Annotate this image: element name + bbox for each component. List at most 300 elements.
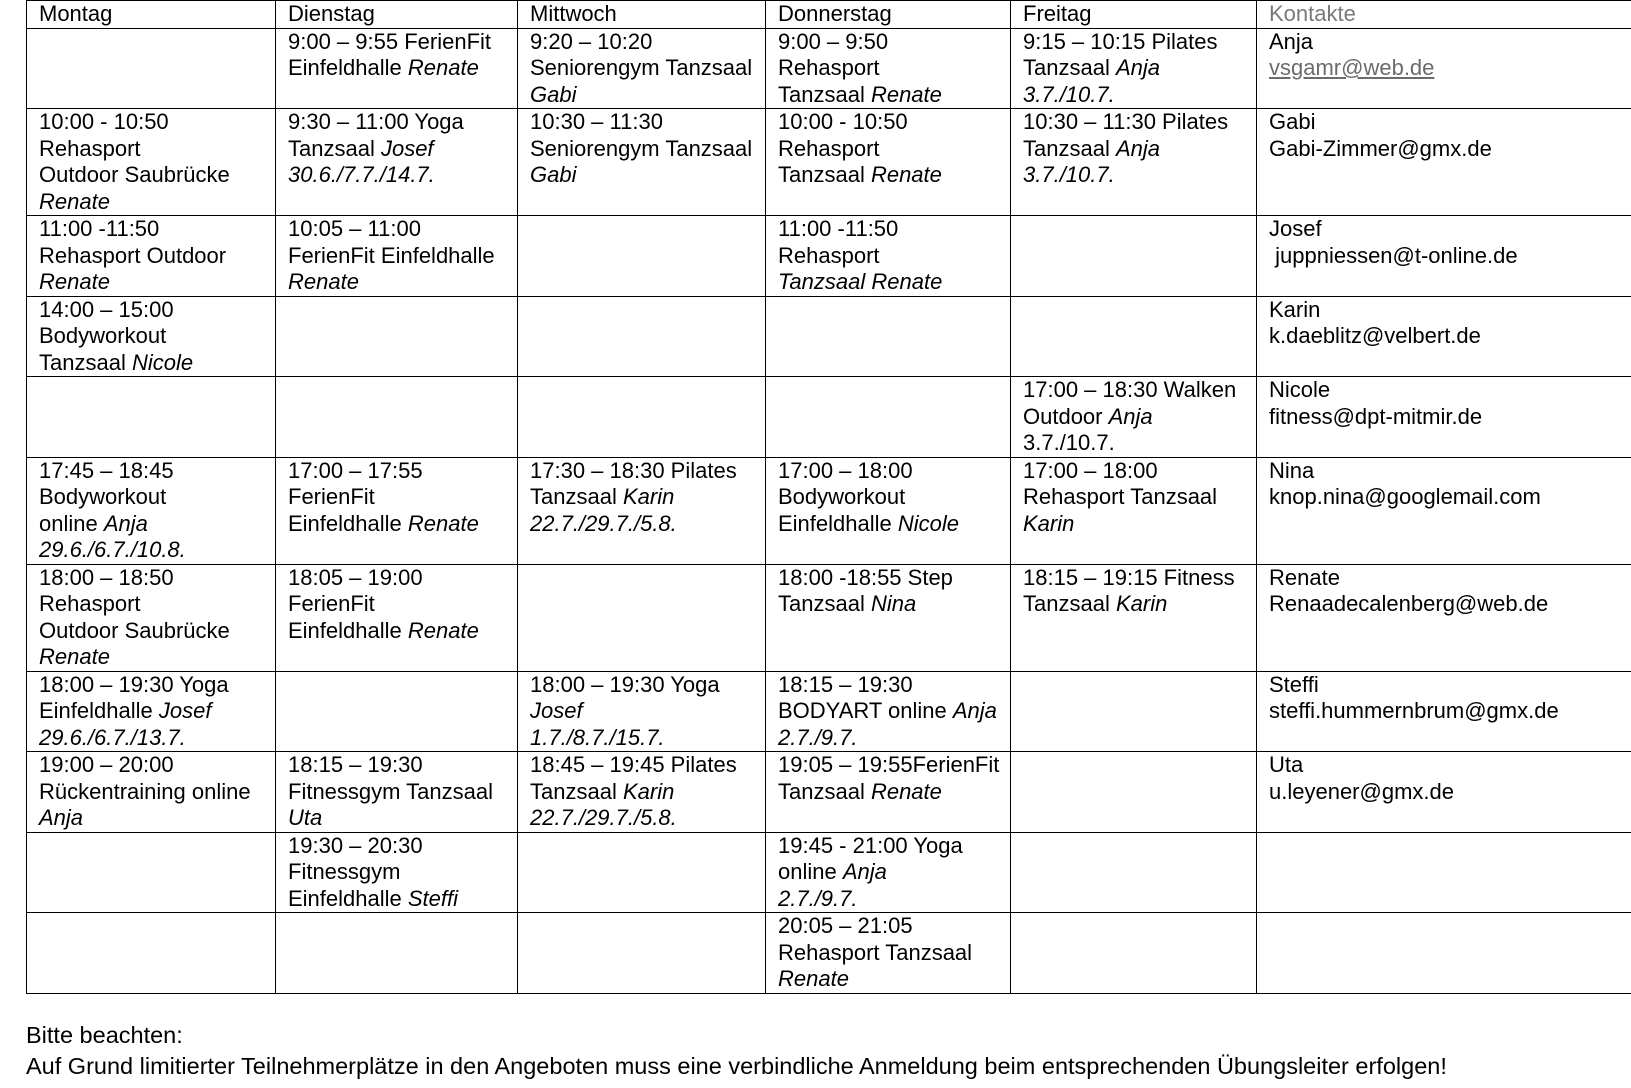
course-line: [778, 484, 1004, 511]
course-cell-thursday: [766, 671, 1011, 752]
course-italic-text: Gabi: [530, 81, 577, 107]
empty-cell-thursday: [766, 296, 1011, 377]
contact-name: Gabi: [1269, 109, 1316, 134]
course-text: 9:30 – 11:00 Yoga: [288, 109, 464, 134]
course-line: [530, 511, 759, 538]
course-text: 9:00 – 9:55 FerienFit: [288, 28, 492, 54]
course-italic-text: Renate: [39, 269, 110, 294]
course-text: Tanzsaal: [778, 591, 871, 616]
course-line: [1023, 55, 1250, 82]
course-cell-tuesday: [276, 832, 518, 913]
course-text: Tanzsaal: [778, 162, 871, 187]
table-row: [27, 457, 1631, 564]
notice: [26, 1020, 1447, 1082]
contact-name: Anja: [1269, 28, 1314, 54]
course-line: [288, 886, 511, 913]
course-italic-text: Renate: [288, 269, 359, 294]
course-text: online: [778, 859, 843, 884]
course-line: [778, 29, 1004, 56]
course-line: [288, 779, 511, 806]
empty-cell-wednesday: [518, 913, 766, 994]
course-italic-text: 3.7./10.7.: [1023, 81, 1115, 107]
course-line: [530, 29, 759, 56]
course-text: 18:45 – 19:45 Pilates: [530, 752, 737, 777]
course-line: [778, 833, 1004, 860]
contact-cell: [1257, 296, 1631, 377]
table-row: [27, 377, 1631, 458]
course-line: [778, 162, 1004, 189]
contact-name: Nicole: [1269, 377, 1331, 402]
course-text: Rehasport Outdoor: [39, 242, 227, 268]
course-line: [288, 29, 511, 56]
course-italic-text: Anja: [103, 510, 148, 536]
course-cell-thursday: [766, 752, 1011, 833]
course-line: [288, 833, 511, 860]
course-text: Tanzsaal: [1023, 55, 1116, 80]
course-cell-friday: [1011, 377, 1257, 458]
course-text: Rehasport Tanzsaal: [778, 939, 973, 965]
course-text: 9:20 – 10:20: [530, 28, 653, 54]
course-text: 18:15 – 19:30: [288, 752, 423, 777]
day-header-monday: Montag: [27, 1, 276, 29]
course-line: [288, 565, 511, 592]
course-line: [778, 886, 1004, 913]
course-line: [778, 859, 1004, 886]
course-line: [530, 55, 759, 82]
course-italic-text: 22.7./29.7./5.8.: [530, 510, 677, 536]
course-text: 18:00 -18:55 Step: [778, 564, 953, 590]
day-header-tuesday: Dienstag: [276, 1, 518, 29]
course-text: Tanzsaal: [1023, 135, 1116, 161]
course-line: [288, 269, 511, 296]
course-text: Bodyworkout: [39, 323, 167, 348]
course-line: [530, 805, 759, 832]
contact-email: knop.nina@googlemail.com: [1269, 484, 1541, 509]
notice-text: Auf Grund limitierter Teilnehmerplätze in den Angeboten muss eine verbindliche Anmeldung beim entsprechenden Übungsleiter erfolgen!: [26, 1053, 1447, 1079]
course-line: [530, 698, 759, 725]
course-italic-text: 1.7./8.7./15.7.: [530, 724, 665, 750]
course-text: 10:30 – 11:30 Pilates: [1023, 109, 1229, 134]
course-text: 19:00 – 20:00: [39, 752, 174, 777]
course-text: Outdoor: [1023, 403, 1109, 429]
contact-email: k.daeblitz@velbert.de: [1269, 323, 1481, 348]
course-line: [1023, 565, 1250, 592]
course-line: [1023, 136, 1250, 163]
course-text: 17:00 – 18:00: [1023, 457, 1158, 483]
course-text: 18:00 – 19:30 Yoga: [530, 671, 720, 697]
course-text: 9:15 – 10:15 Pilates: [1023, 28, 1218, 54]
contact-email-link[interactable]: vsgamr@web.de: [1269, 55, 1435, 80]
day-header-thursday: Donnerstag: [766, 1, 1011, 29]
course-line: [778, 82, 1004, 109]
course-line: [530, 779, 759, 806]
course-italic-text: Nicole: [897, 510, 960, 536]
course-text: Seniorengym Tanzsaal: [530, 135, 753, 161]
course-text: Tanzsaal: [530, 778, 623, 804]
course-line: [288, 136, 511, 163]
empty-cell-tuesday: [276, 296, 518, 377]
course-cell-thursday: [766, 832, 1011, 913]
contact-cell: [1257, 109, 1631, 216]
course-text: 17:00 – 17:55: [288, 457, 423, 483]
empty-cell-tuesday: [276, 377, 518, 458]
course-line: [778, 725, 1004, 752]
empty-cell-thursday: [766, 377, 1011, 458]
table-row: [27, 28, 1631, 109]
course-text: 10:05 – 11:00: [288, 216, 421, 241]
table-row: [27, 564, 1631, 671]
table-row: [27, 296, 1631, 377]
course-line: [39, 618, 269, 645]
course-text: 10:00 - 10:50: [778, 109, 908, 134]
course-text: 19:05 – 19:55FerienFit: [778, 752, 1000, 777]
course-text: Einfeldhalle: [39, 698, 159, 723]
contact-name: Steffi: [1269, 671, 1319, 697]
course-line: [39, 269, 269, 296]
course-text: Bodyworkout: [39, 484, 167, 509]
course-text: 18:00 – 18:50: [39, 564, 174, 590]
course-line: [530, 484, 759, 511]
course-cell-tuesday: [276, 109, 518, 216]
course-line: [39, 779, 269, 806]
empty-cell-wednesday: [518, 216, 766, 297]
course-cell-friday: [1011, 457, 1257, 564]
course-line: [778, 269, 1004, 296]
empty-cell-monday: [27, 28, 276, 109]
course-line: [39, 565, 269, 592]
course-cell-tuesday: [276, 564, 518, 671]
course-cell-wednesday: [518, 671, 766, 752]
course-line: [778, 913, 1004, 940]
course-line: [39, 162, 269, 189]
course-line: [778, 216, 1004, 243]
course-text: Bodyworkout: [778, 484, 906, 509]
course-line: [39, 511, 269, 538]
course-italic-text: 2.7./9.7.: [778, 885, 858, 911]
empty-cell-friday: [1011, 913, 1257, 994]
course-italic-text: Anja: [39, 805, 84, 830]
schedule-body: [27, 28, 1631, 993]
course-italic-text: Renate: [407, 617, 479, 643]
course-text: Fitnessgym: [288, 859, 401, 884]
contact-name: Josef: [1269, 216, 1322, 241]
course-cell-friday: [1011, 28, 1257, 109]
empty-cell-monday: [27, 832, 276, 913]
course-line: [778, 940, 1004, 967]
course-text: 17:00 – 18:30 Walken: [1023, 377, 1237, 402]
course-text: 18:15 – 19:15 Fitness: [1023, 564, 1235, 590]
course-italic-text: Karin: [1115, 591, 1168, 616]
course-line: [39, 672, 269, 699]
contact-email: u.leyener@gmx.de: [1269, 778, 1454, 804]
course-line: [778, 458, 1004, 485]
course-line: [530, 752, 759, 779]
course-text: 20:05 – 21:05: [778, 913, 913, 938]
course-line: [778, 672, 1004, 699]
course-text: 17:30 – 18:30 Pilates: [530, 457, 737, 483]
course-cell-monday: [27, 752, 276, 833]
course-text: 11:00 -11:50: [778, 216, 899, 241]
course-text: Einfeldhalle: [288, 55, 408, 80]
course-text: 18:05 – 19:00: [288, 564, 423, 590]
contact-email: juppniessen@t-online.de: [1269, 242, 1518, 268]
empty-cell-monday: [27, 913, 276, 994]
course-line: [288, 243, 511, 270]
course-line: [39, 644, 269, 671]
course-text: Tanzsaal: [288, 135, 381, 161]
course-italic-text: Josef: [158, 698, 212, 723]
course-line: [778, 966, 1004, 993]
course-text: FerienFit: [288, 484, 375, 509]
course-line: [288, 216, 511, 243]
course-text: Rehasport: [39, 135, 141, 161]
course-text: 17:00 – 18:00: [778, 457, 913, 483]
course-line: [39, 725, 269, 752]
course-italic-text: Renate: [39, 188, 110, 214]
contact-cell: [1257, 752, 1631, 833]
course-line: [530, 136, 759, 163]
course-cell-tuesday: [276, 752, 518, 833]
contact-cell: [1257, 28, 1631, 109]
course-text: 17:45 – 18:45: [39, 457, 174, 483]
course-line: [778, 565, 1004, 592]
contact-name: Nina: [1269, 457, 1315, 483]
course-text: Rehasport: [778, 242, 880, 268]
course-line: [39, 591, 269, 618]
course-italic-text: Renate: [407, 510, 479, 536]
course-line: [39, 805, 269, 832]
course-italic-text: Josef: [380, 135, 434, 161]
course-line: [39, 484, 269, 511]
course-line: [39, 537, 269, 564]
course-text: Einfeldhalle: [288, 510, 408, 536]
course-line: [530, 672, 759, 699]
empty-contact-cell: [1257, 832, 1631, 913]
course-line: [778, 136, 1004, 163]
course-cell-monday: [27, 216, 276, 297]
contacts-header: Kontakte: [1257, 1, 1631, 29]
course-line: [39, 297, 269, 324]
course-line: [288, 618, 511, 645]
course-italic-text: 22.7./29.7./5.8.: [530, 805, 677, 830]
course-line: [778, 109, 1004, 136]
course-italic-text: Renate: [870, 81, 942, 107]
course-italic-text: 2.7./9.7.: [778, 724, 858, 750]
course-line: [778, 752, 1004, 779]
course-text: 9:00 – 9:50: [778, 28, 889, 54]
course-italic-text: 30.6./7.7./14.7.: [288, 162, 435, 187]
course-line: [1023, 458, 1250, 485]
empty-cell-monday: [27, 377, 276, 458]
course-cell-thursday: [766, 216, 1011, 297]
course-line: [288, 162, 511, 189]
course-italic-text: 29.6./6.7./13.7.: [39, 724, 186, 750]
course-line: [39, 109, 269, 136]
course-line: [530, 109, 759, 136]
course-italic-text: Uta: [288, 805, 323, 830]
empty-contact-cell: [1257, 913, 1631, 994]
contact-cell: [1257, 457, 1631, 564]
course-line: [39, 323, 269, 350]
course-line: [288, 752, 511, 779]
course-line: [39, 189, 269, 216]
course-line: [530, 725, 759, 752]
course-cell-thursday: [766, 28, 1011, 109]
course-italic-text: Gabi: [530, 162, 577, 187]
course-line: [1023, 430, 1250, 457]
course-text: Outdoor Saubrücke: [39, 162, 230, 187]
course-cell-thursday: [766, 913, 1011, 994]
course-cell-wednesday: [518, 28, 766, 109]
course-italic-text: Anja: [952, 698, 997, 723]
empty-cell-friday: [1011, 671, 1257, 752]
course-line: [288, 109, 511, 136]
course-italic-text: Renate: [407, 55, 479, 80]
course-italic-text: Nicole: [131, 349, 194, 375]
course-line: [1023, 511, 1250, 538]
course-line: [778, 591, 1004, 618]
course-line: [1023, 484, 1250, 511]
course-line: [39, 752, 269, 779]
course-line: [39, 216, 269, 243]
contact-cell: [1257, 671, 1631, 752]
course-line: [288, 511, 511, 538]
course-line: [39, 698, 269, 725]
course-italic-text: Josef: [530, 698, 583, 723]
course-cell-monday: [27, 457, 276, 564]
course-line: [39, 243, 269, 270]
contact-email: Renaadecalenberg@web.de: [1269, 591, 1549, 616]
course-cell-monday: [27, 296, 276, 377]
course-text: BODYART online: [778, 698, 953, 723]
contact-name: Karin: [1269, 296, 1321, 322]
course-text: 18:00 – 19:30 Yoga: [39, 671, 229, 697]
course-schedule-table: [26, 0, 1631, 994]
course-cell-tuesday: [276, 216, 518, 297]
course-text: Tanzsaal: [778, 81, 871, 107]
course-italic-text: Anja: [1115, 55, 1160, 80]
day-header-wednesday: Mittwoch: [518, 1, 766, 29]
contact-email: Gabi-Zimmer@gmx.de: [1269, 135, 1492, 161]
course-cell-thursday: [766, 564, 1011, 671]
course-line: [288, 484, 511, 511]
course-line: [1023, 82, 1250, 109]
course-italic-text: Renate: [870, 162, 942, 187]
course-line: [288, 458, 511, 485]
course-cell-friday: [1011, 109, 1257, 216]
course-italic-text: Karin: [622, 778, 675, 804]
course-text: 10:30 – 11:30: [530, 109, 663, 134]
course-text: Outdoor Saubrücke: [39, 617, 230, 643]
contact-email: steffi.hummernbrum@gmx.de: [1269, 698, 1559, 723]
course-text: Rückentraining online: [39, 778, 251, 804]
course-cell-wednesday: [518, 752, 766, 833]
empty-cell-wednesday: [518, 832, 766, 913]
course-italic-text: Tanzsaal Renate: [778, 269, 943, 294]
course-italic-text: Anja: [1108, 403, 1153, 429]
course-text: Rehasport Tanzsaal: [1023, 484, 1218, 509]
course-text: Tanzsaal: [530, 484, 623, 509]
contact-email: fitness@dpt-mitmir.de: [1269, 403, 1483, 429]
course-text: 19:30 – 20:30: [288, 832, 423, 858]
course-italic-text: Renate: [778, 966, 849, 991]
table-row: [27, 671, 1631, 752]
empty-cell-wednesday: [518, 296, 766, 377]
contact-name: Renate: [1269, 564, 1340, 590]
notice-heading: Bitte beachten:: [26, 1022, 183, 1048]
day-header-friday: Freitag: [1011, 1, 1257, 29]
contact-name: Uta: [1269, 752, 1304, 777]
course-line: [778, 243, 1004, 270]
table-row: [27, 752, 1631, 833]
course-line: [778, 55, 1004, 82]
course-line: [288, 859, 511, 886]
course-line: [778, 511, 1004, 538]
course-cell-monday: [27, 564, 276, 671]
course-italic-text: Karin: [1023, 510, 1075, 536]
course-italic-text: Renate: [870, 778, 942, 804]
course-italic-text: Karin: [622, 484, 675, 509]
empty-cell-friday: [1011, 216, 1257, 297]
course-text: 11:00 -11:50: [39, 216, 160, 241]
course-text: FerienFit Einfeldhalle: [288, 242, 495, 268]
course-cell-monday: [27, 671, 276, 752]
course-line: [778, 779, 1004, 806]
empty-cell-wednesday: [518, 377, 766, 458]
course-line: [530, 458, 759, 485]
course-line: [530, 162, 759, 189]
course-line: [1023, 29, 1250, 56]
course-text: 10:00 - 10:50: [39, 109, 169, 134]
course-line: [1023, 591, 1250, 618]
course-line: [288, 55, 511, 82]
course-cell-wednesday: [518, 457, 766, 564]
course-text: 14:00 – 15:00: [39, 296, 174, 322]
course-text: Einfeldhalle: [288, 885, 408, 911]
course-line: [530, 82, 759, 109]
empty-cell-friday: [1011, 832, 1257, 913]
contact-cell: [1257, 216, 1631, 297]
course-italic-text: Steffi: [407, 885, 459, 911]
course-italic-text: Nina: [870, 591, 917, 616]
course-line: [778, 698, 1004, 725]
course-line: [1023, 109, 1250, 136]
course-cell-thursday: [766, 109, 1011, 216]
course-italic-text: Anja: [842, 859, 887, 884]
course-cell-thursday: [766, 457, 1011, 564]
course-cell-friday: [1011, 564, 1257, 671]
course-text: 19:45 - 21:00 Yoga: [778, 832, 963, 858]
course-italic-text: Renate: [39, 644, 110, 669]
course-italic-text: 29.6./6.7./10.8.: [39, 537, 186, 562]
course-text: Tanzsaal: [778, 778, 871, 804]
empty-cell-friday: [1011, 296, 1257, 377]
course-line: [288, 591, 511, 618]
course-cell-tuesday: [276, 28, 518, 109]
course-italic-text: 3.7./10.7.: [1023, 162, 1115, 187]
table-row: [27, 216, 1631, 297]
empty-cell-tuesday: [276, 913, 518, 994]
course-line: [1023, 162, 1250, 189]
course-line: [39, 350, 269, 377]
course-cell-tuesday: [276, 457, 518, 564]
course-line: [39, 136, 269, 163]
course-line: [39, 458, 269, 485]
table-row: [27, 109, 1631, 216]
course-text: Einfeldhalle: [778, 510, 898, 536]
course-text: 3.7./10.7.: [1023, 430, 1115, 455]
header-row: [27, 1, 1631, 29]
